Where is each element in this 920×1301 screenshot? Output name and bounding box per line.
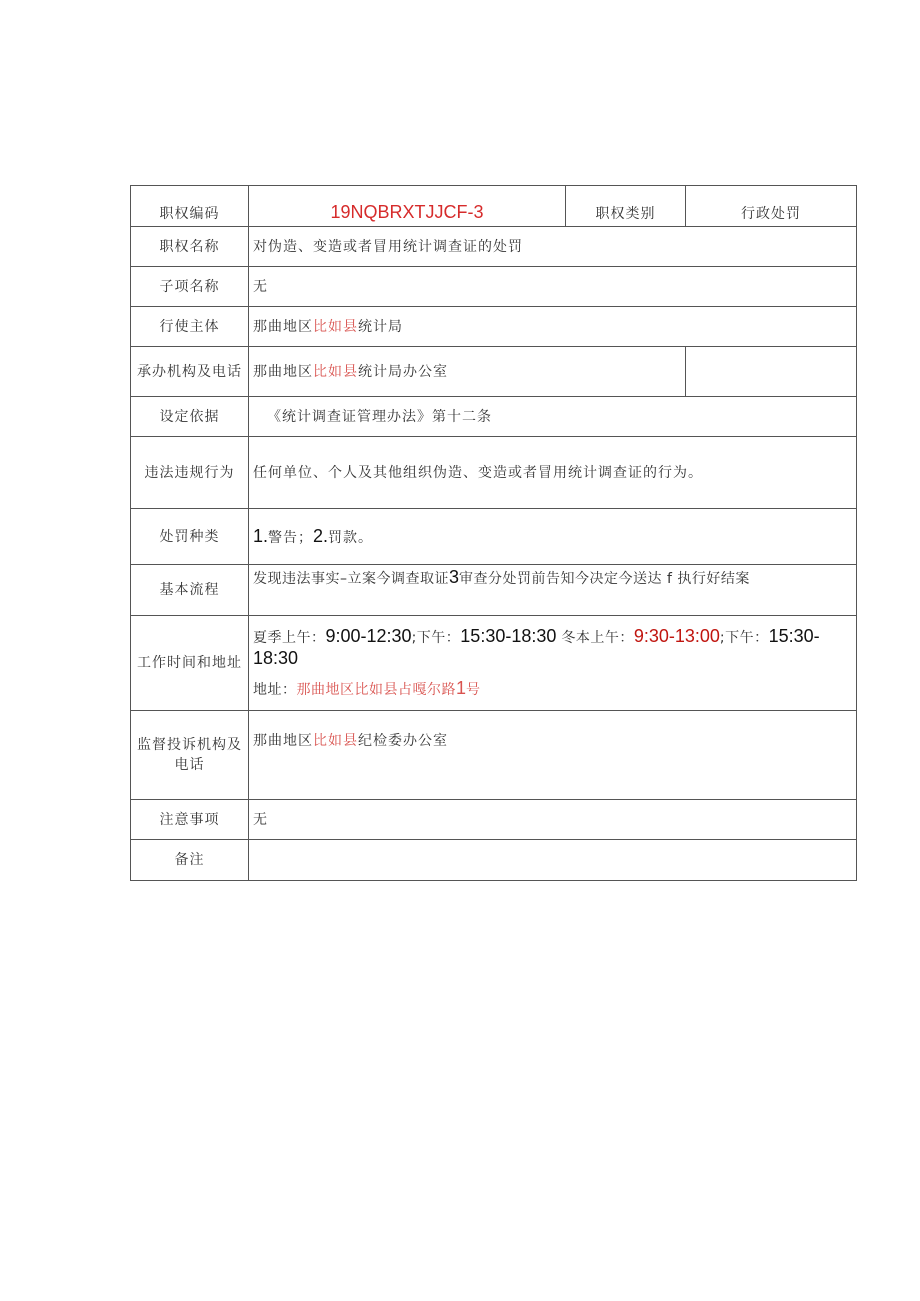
notes-label: 注意事项 <box>131 800 249 840</box>
penalty-label: 处罚种类 <box>131 509 249 565</box>
row-process <box>131 565 857 616</box>
code-value <box>249 186 566 227</box>
handler-label: 承办机构及电话 <box>131 347 249 397</box>
penalty-value: 1.警告；2.罚款。 <box>249 509 857 565</box>
process-label: 基本流程 <box>131 565 249 616</box>
hours-value <box>249 616 857 711</box>
row-violation <box>131 437 857 509</box>
violation-label: 违法违规行为 <box>131 437 249 509</box>
row-remarks <box>131 840 857 881</box>
row-subject <box>131 307 857 347</box>
basis-label: 设定依据 <box>131 397 249 437</box>
row-notes <box>131 800 857 840</box>
handler-phone <box>686 347 857 397</box>
row-code <box>131 186 857 227</box>
violation-value: 任何单位、个人及其他组织伪造、变造或者冒用统计调查证的行为。 <box>249 437 857 509</box>
code-label: 职权编码 <box>131 186 249 227</box>
name-value: 对伪造、变造或者冒用统计调查证的处罚 <box>249 227 857 267</box>
row-handler <box>131 347 857 397</box>
subject-value: 那曲地区比如县统计局 <box>249 307 857 347</box>
address-line: 地址：那曲地区比如县占嘎尔路1号 <box>253 678 481 698</box>
process-value: 发现违法事实–立案今调查取证3审查分处罚前告知今决定今送达 f 执行好结案 <box>249 565 857 616</box>
category-value: 行政处罚 <box>686 186 857 227</box>
authority-table <box>130 185 857 881</box>
remarks-label: 备注 <box>131 840 249 881</box>
category-label: 职权类别 <box>566 186 686 227</box>
subject-label: 行使主体 <box>131 307 249 347</box>
basis-value: 《统计调查证管理办法》第十二条 <box>249 397 857 437</box>
subitem-value: 无 <box>249 267 857 307</box>
hours-label: 工作时间和地址 <box>131 616 249 711</box>
supervise-label: 监督投诉机构及电话 <box>131 711 249 800</box>
row-name <box>131 227 857 267</box>
handler-value: 那曲地区比如县统计局办公室 <box>249 347 686 397</box>
remarks-value <box>249 840 857 881</box>
name-label: 职权名称 <box>131 227 249 267</box>
row-basis <box>131 397 857 437</box>
hours-line: 夏季上午：9:00-12:30;下午：15:30-18:30 冬本上午：9:30-13:00;下午：15:30-18:30 <box>253 626 820 668</box>
supervise-value: 那曲地区比如县纪检委办公室 <box>249 711 857 800</box>
subitem-label: 子项名称 <box>131 267 249 307</box>
code-text: 19NQBRXTJJCF-3 <box>330 202 484 222</box>
row-hours <box>131 616 857 711</box>
notes-value: 无 <box>249 800 857 840</box>
row-subitem <box>131 267 857 307</box>
row-penalty <box>131 509 857 565</box>
row-supervise <box>131 711 857 800</box>
